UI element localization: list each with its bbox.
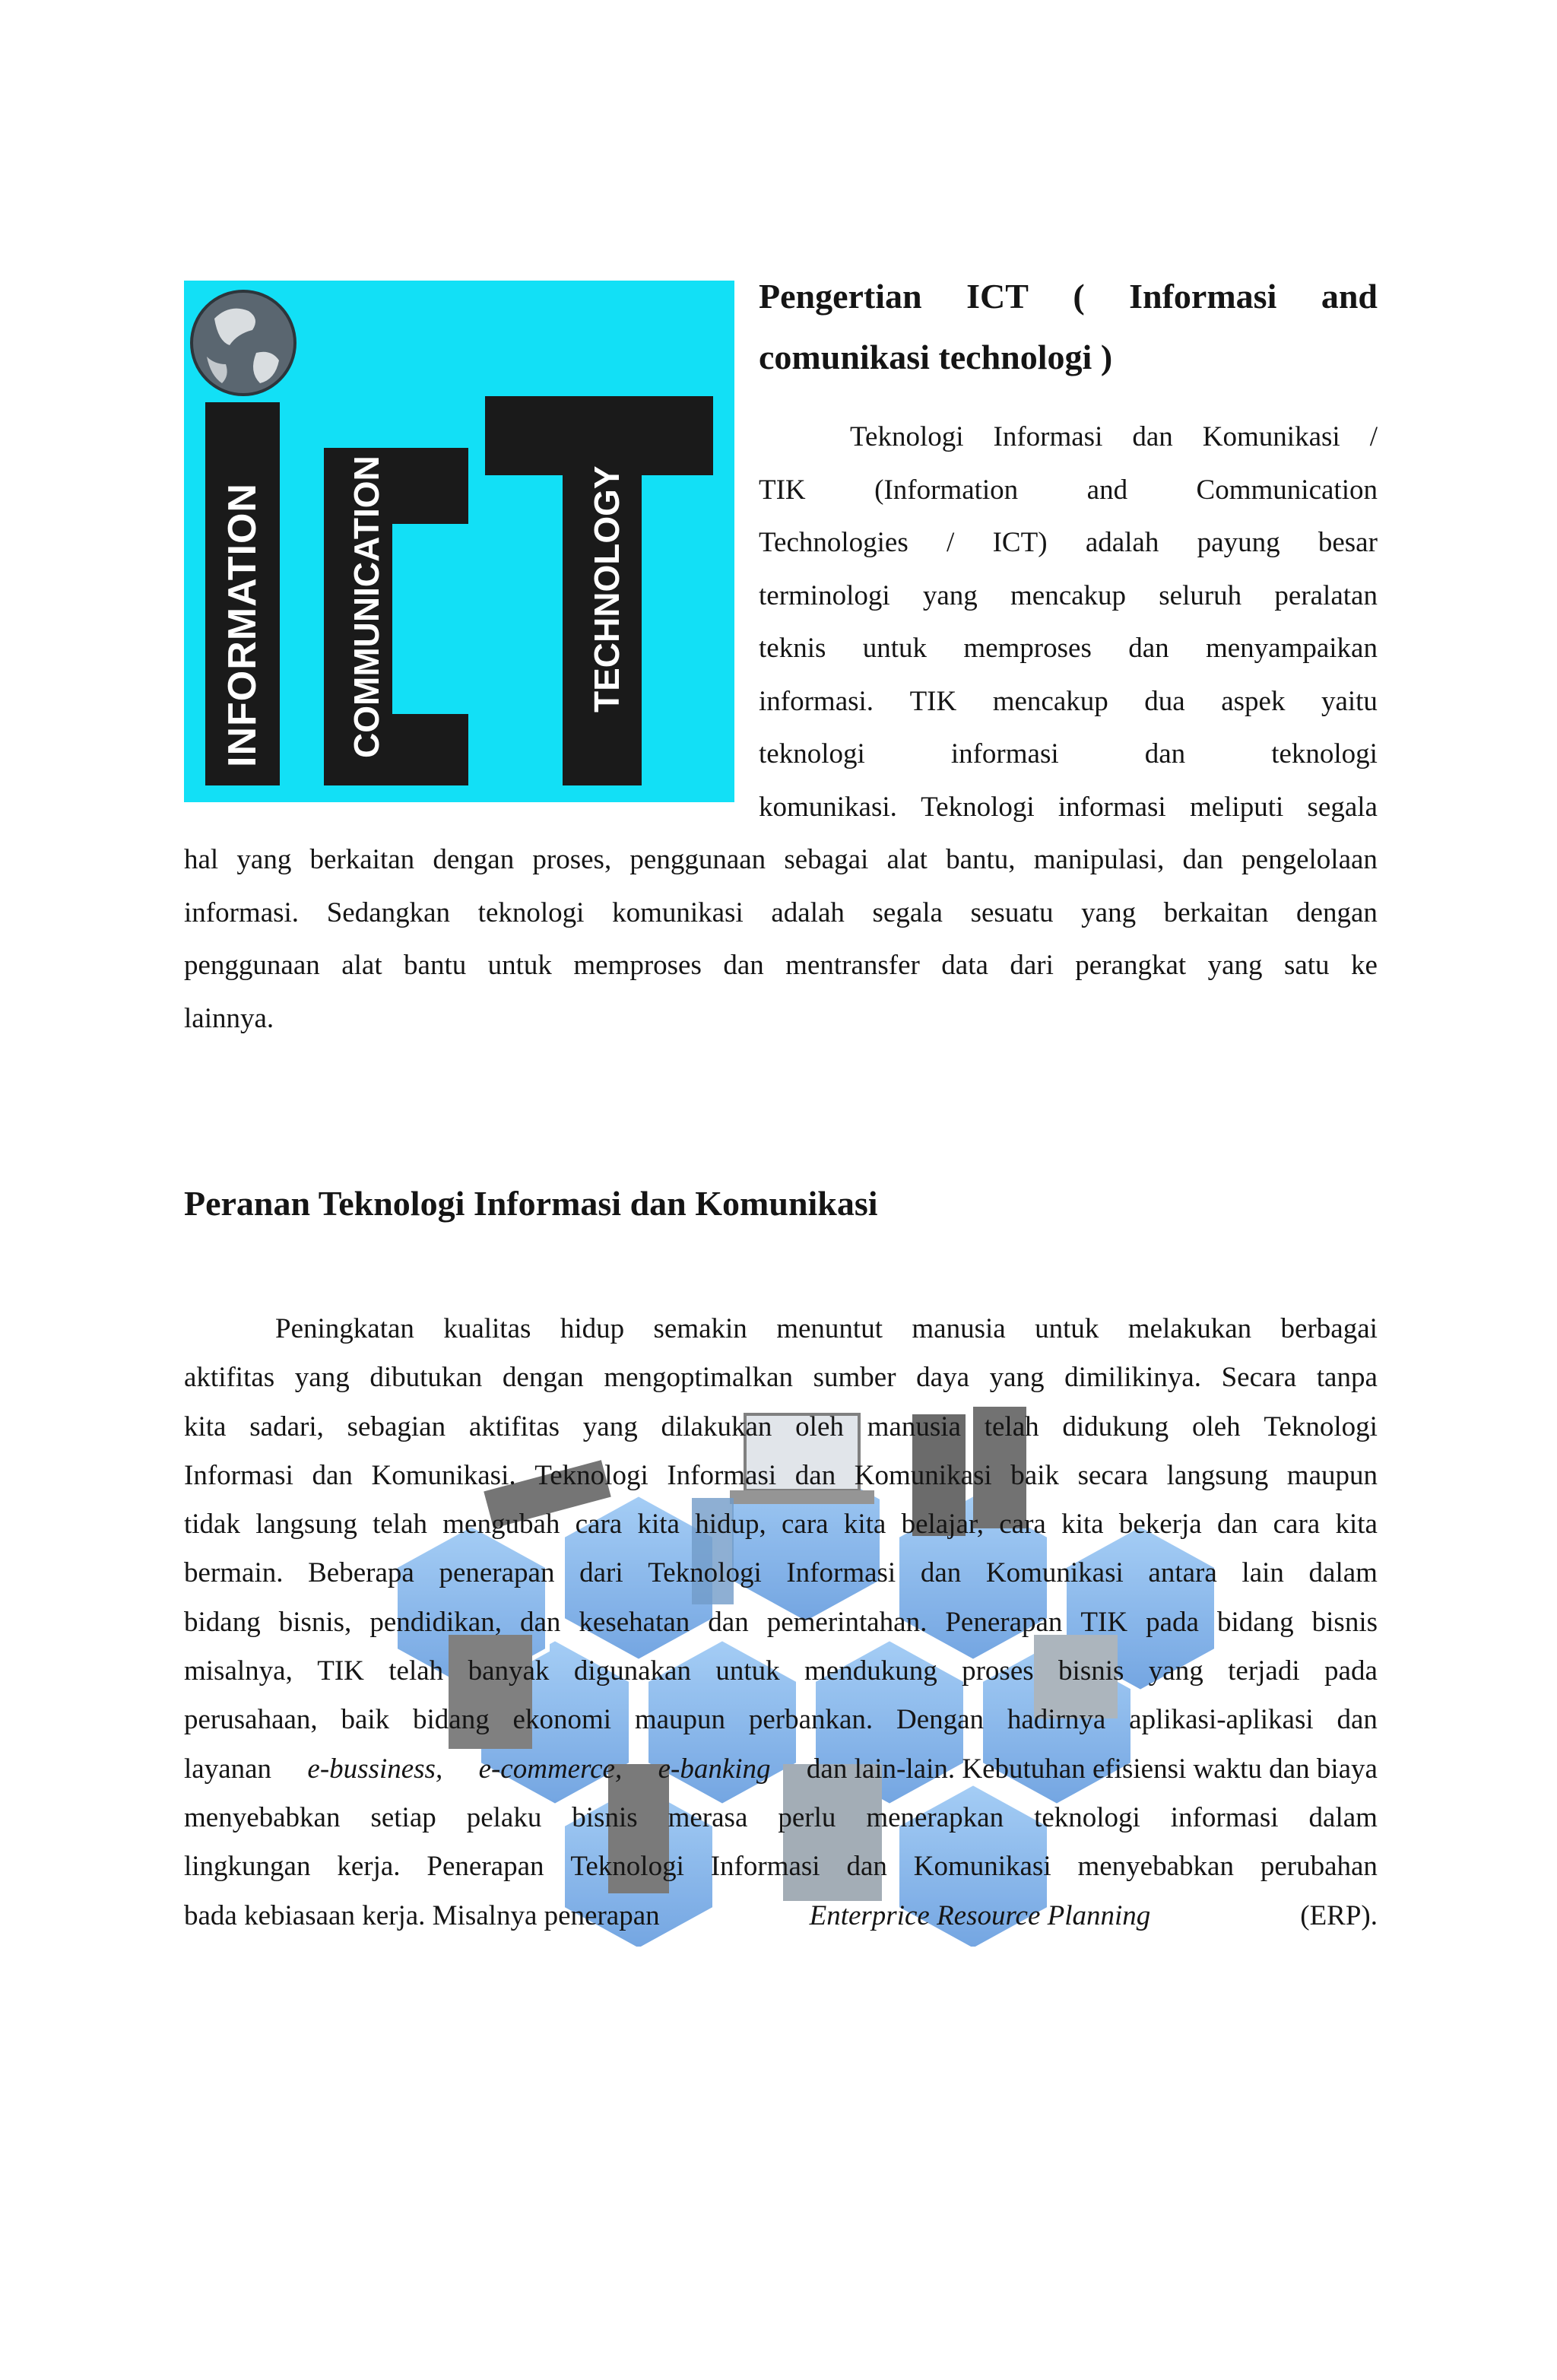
title-word: ( [1073,277,1085,316]
word: dalam [1308,1801,1378,1833]
word: Secara [1221,1362,1297,1394]
word: TIK [317,1655,364,1687]
word: dari [1010,950,1054,981]
text-line [184,1452,1378,1500]
word: lingkungan [184,1851,311,1883]
word: Sedangkan [326,896,451,928]
text-line [759,464,1378,517]
word: telah [984,1411,1039,1442]
text-line [184,939,1378,992]
word: mentransfer [785,950,920,981]
italic-term: e-banking [658,1753,771,1785]
word: Komunikasi [1202,421,1340,452]
word: dilakukan [661,1411,772,1442]
word: manusia [867,1411,961,1442]
word: menerapkan [866,1801,1004,1833]
word: penggunaan [629,844,766,875]
word: komunikasi. [759,791,897,823]
word: dengan [502,1362,584,1394]
word: pelaku [466,1801,542,1833]
text-line [184,887,1378,940]
word: ke [1350,950,1378,981]
title-word: and [1321,277,1378,316]
word: menuntut [776,1313,883,1344]
globe-icon [192,291,295,395]
word: Teknologi [570,1851,684,1883]
word: dengan [1296,896,1378,928]
word: dari [579,1557,623,1589]
word: belajar, [901,1509,984,1541]
text-line [759,411,1378,464]
word: kita [637,1509,680,1541]
word: cara [1273,1509,1321,1541]
word: Informasi [184,1459,293,1491]
word: berkaitan [309,844,415,875]
word: peralatan [1274,579,1378,611]
word: Teknologi [1264,1411,1378,1442]
word: dan [1182,844,1223,875]
word: untuk [1035,1313,1099,1344]
word: adalah [1085,527,1159,558]
word: mengoptimalkan [604,1362,794,1394]
word: misalnya, [184,1655,293,1687]
word: yang [1081,896,1137,928]
word: TIK [1080,1606,1128,1638]
word: sadari, [249,1411,324,1442]
title-line-1 [759,266,1378,327]
text-line [184,1403,1378,1452]
word: aktifitas [468,1411,560,1442]
word: satu [1283,950,1330,981]
word: Penerapan [945,1606,1063,1638]
word: yang [294,1362,350,1394]
title-word: ICT [966,277,1029,316]
word: bisnis [572,1801,638,1833]
word: sebagian [347,1411,446,1442]
word: menyebabkan [1077,1851,1234,1883]
logo-word-information: INFORMATION [220,483,265,767]
word: dan [1132,421,1173,452]
word: dan [312,1459,353,1491]
word: alat [341,950,382,981]
word: kualitas [443,1313,531,1344]
word: Komunikasi [985,1557,1124,1589]
word: proses, [532,844,612,875]
word: Informasi [667,1459,777,1491]
word: dan [1337,1704,1378,1736]
word: telah [388,1655,444,1687]
word: perubahan [1260,1851,1378,1883]
word: bidang [413,1704,490,1736]
ict-definition-paragraph [184,411,1378,1045]
word: teknis [759,633,826,664]
text-line: lainnya. [184,1002,274,1034]
peranan-paragraph [184,1305,1378,1940]
word: Informasi [786,1557,896,1589]
word: Informasi [993,421,1103,452]
word: secara [1077,1459,1148,1491]
word: menyebabkan [184,1801,341,1833]
word: melakukan [1127,1313,1252,1344]
word: untuk [487,950,552,981]
text-line [759,675,1378,728]
word: dan [920,1557,962,1589]
word: kita [184,1411,227,1442]
word: Komunikasi. [371,1459,516,1491]
word: teknologi [1271,738,1378,770]
text-line [184,1696,1378,1744]
word: semakin [653,1313,747,1344]
word: meliputi [1189,791,1284,823]
word: seluruh [1159,579,1242,611]
text-line [184,1305,1378,1353]
word: yang [922,579,978,611]
word: dan [1144,738,1186,770]
text-segment: layanan [184,1753,272,1785]
word: pendidikan, [369,1606,502,1638]
word: pada [1146,1606,1199,1638]
word: hadirnya [1007,1704,1106,1736]
word: Beberapa [308,1557,414,1589]
word: bisnis [1311,1606,1378,1638]
section-title-ict [759,266,1378,388]
word: dan [1216,1509,1258,1541]
word: pengelolaan [1241,844,1378,875]
word: yang [236,844,292,875]
word: yang [989,1362,1045,1394]
word: tidak [184,1509,240,1541]
italic-term: e-bussiness, [307,1753,443,1785]
word: (Information [874,474,1019,506]
word: memproses [573,950,702,981]
word: dibutukan [369,1362,483,1394]
text-line [184,1647,1378,1696]
word: baik [1010,1459,1059,1491]
word: untuk [715,1655,780,1687]
word: kita [1335,1509,1378,1541]
word: merasa [668,1801,748,1833]
word: cara [999,1509,1046,1541]
word: Teknologi [850,421,964,452]
word: oleh [1191,1411,1241,1442]
word: Communication [1196,474,1378,506]
logo-word-communication: COMMUNICATION [347,455,386,758]
word: bekerja [1118,1509,1202,1541]
word: baik [341,1704,390,1736]
text-segment: (ERP). [1293,1899,1378,1931]
word: informasi [950,738,1059,770]
word: daya [916,1362,969,1394]
title-line-2: comunikasi technologi ) [759,338,1113,376]
text-segment: bada kebiasaan kerja. Misalnya penerapan [184,1899,667,1931]
word: kerja. [337,1851,401,1883]
word: kesehatan [579,1606,690,1638]
word: berbagai [1280,1313,1378,1344]
text-line [184,1353,1378,1402]
word: terjadi [1228,1655,1300,1687]
word: banyak [468,1655,550,1687]
word: bisnis [1058,1655,1124,1687]
word: informasi [1058,791,1166,823]
word: Teknologi [648,1557,762,1589]
word: telah [373,1509,427,1541]
word: digunakan [573,1655,691,1687]
word: ICT) [992,527,1048,558]
word: TIK [909,685,957,717]
word: and [1086,474,1128,506]
word: dua [1144,685,1185,717]
text-segment: dan lain-lain. Kebutuhan efisiensi waktu dan biaya [806,1753,1378,1785]
word: segala [872,896,943,928]
word: Teknologi [534,1459,648,1491]
word: setiap [370,1801,436,1833]
word: lain [1241,1557,1284,1589]
word: dengan [433,844,515,875]
word: dalam [1308,1557,1378,1589]
text-line [184,833,1378,887]
word: dan [519,1606,561,1638]
word: besar [1318,527,1378,558]
word: perangkat [1075,950,1187,981]
word: Penerapan [427,1851,544,1883]
text-line [759,570,1378,623]
title-word: Informasi [1129,277,1277,316]
word: dan [723,950,764,981]
word: mengubah [442,1509,560,1541]
word: informasi [1170,1801,1279,1833]
word: cara [575,1509,623,1541]
word: dan [708,1606,749,1638]
word: pada [1324,1655,1378,1687]
text-line [184,1500,1378,1549]
text-line [759,781,1378,834]
word: hidup [560,1313,625,1344]
word: tanpa [1316,1362,1378,1394]
word: segala [1307,791,1378,823]
word: Technologies [759,527,909,558]
text-line [759,622,1378,675]
word: Dengan [896,1704,985,1736]
word: penggunaan [184,950,320,981]
word: / [1369,421,1378,452]
word: bermain. [184,1557,284,1589]
text-line [184,1794,1378,1842]
word: perusahaan, [184,1704,318,1736]
title-word: Pengertian [759,277,922,316]
word: hal [184,844,219,875]
word: informasi. [759,685,874,717]
word: manipulasi, [1033,844,1165,875]
word: payung [1197,527,1280,558]
word: bantu, [946,844,1016,875]
text-line-layanan [184,1745,1378,1794]
word: Komunikasi [913,1851,1051,1883]
text-line [184,1598,1378,1647]
word: teknologi [759,738,865,770]
word: mendukung [804,1655,937,1687]
word: komunikasi [612,896,744,928]
word: alat [886,844,928,875]
word: Komunikasi [854,1459,992,1491]
word: dan [1128,633,1169,664]
word: antara [1148,1557,1217,1589]
word: terminologi [759,579,890,611]
word: aspek [1221,685,1286,717]
word: dimilikinya. [1064,1362,1201,1394]
word: langsung [255,1509,357,1541]
word: langsung [1166,1459,1269,1491]
text-line [184,1842,1378,1891]
word: cara [781,1509,829,1541]
word: mencakup [1010,579,1127,611]
word: informasi. [184,896,300,928]
word: Teknologi [921,791,1035,823]
word: perbankan. [748,1704,874,1736]
word: sebagai [784,844,869,875]
word: bidang [184,1606,261,1638]
word: oleh [795,1411,844,1442]
word: sumber [813,1362,896,1394]
word: yang [1207,950,1263,981]
word: yang [582,1411,638,1442]
word: ekonomi [512,1704,611,1736]
word: didukung [1062,1411,1169,1442]
word: kita [1061,1509,1104,1541]
word: maupun [1286,1459,1378,1491]
word: data [941,950,988,981]
word: penerapan [439,1557,555,1589]
word: berkaitan [1163,896,1269,928]
word: yang [1148,1655,1203,1687]
word: kita [843,1509,886,1541]
italic-term: e-commerce, [478,1753,623,1785]
word: Informasi [710,1851,820,1883]
word: sesuatu [970,896,1054,928]
word: aktifitas [184,1362,275,1394]
word: yaitu [1321,685,1378,717]
word: proses [962,1655,1034,1687]
word: aplikasi-aplikasi [1129,1704,1314,1736]
word: pemerintahan. [766,1606,928,1638]
word: Peningkatan [275,1313,414,1344]
word: dan [794,1459,836,1491]
word: dan [846,1851,887,1883]
word: adalah [771,896,845,928]
word: TIK [759,474,806,506]
word: hidup, [695,1509,766,1541]
italic-term-erp: Enterprice Resource Planning [809,1899,1151,1931]
word: memproses [963,633,1092,664]
logo-word-technology: TECHNOLOGY [587,465,626,712]
word: teknologi [477,896,585,928]
word: / [947,527,955,558]
word: manusia [912,1313,1006,1344]
word: menyampaikan [1205,633,1378,664]
word: bidang [1216,1606,1294,1638]
word: teknologi [1034,1801,1140,1833]
section-title-peranan: Peranan Teknologi Informasi dan Komunikasi [184,1184,878,1223]
text-line-erp [184,1892,1378,1940]
word: maupun [634,1704,726,1736]
word: bantu [404,950,467,981]
text-line [759,728,1378,781]
word: untuk [862,633,927,664]
word: bisnis, [278,1606,352,1638]
text-line [184,1549,1378,1598]
word: perlu [778,1801,836,1833]
word: mencakup [992,685,1108,717]
text-line [759,516,1378,570]
